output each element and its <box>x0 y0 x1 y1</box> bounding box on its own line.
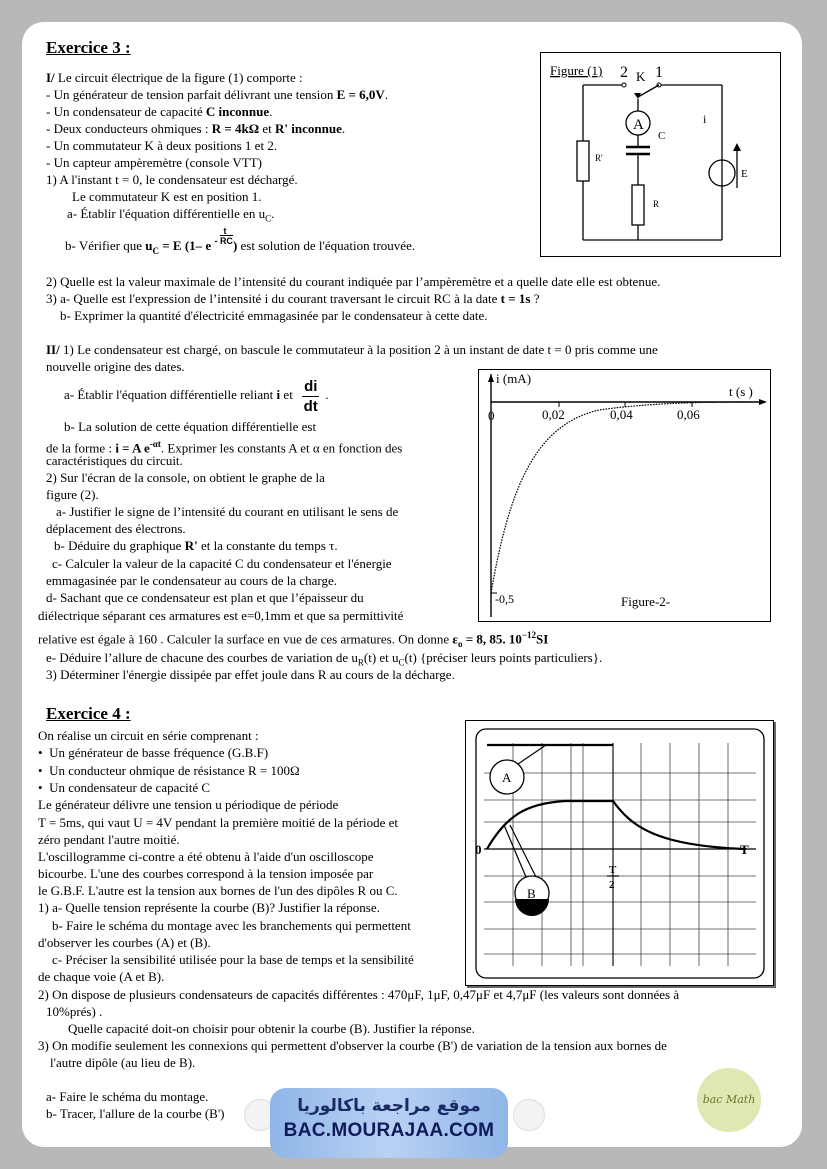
ex4-line: b- Tracer, l'allure de la courbe (B') <box>46 1106 225 1121</box>
ex3-line: c- Calculer la valeur de la capacité C du condensateur et l'énergie <box>52 556 392 571</box>
current-graph <box>479 370 770 621</box>
ex4-line: de chaque voie (A et B). <box>38 969 165 984</box>
site-name-arabic: موقع مراجعة باكالوريا <box>297 1096 481 1116</box>
switch-label: K <box>636 69 646 84</box>
curve-a-label: A <box>502 770 512 785</box>
site-url[interactable]: BAC.MOURAJAA.COM <box>283 1120 495 1141</box>
ex4-line: c- Préciser la sensibilité utilisée pour la base de temps et la sensibilité <box>52 952 414 967</box>
ex3-line: caractéristiques du circuit. <box>46 453 183 468</box>
ex3-line: diélectrique séparant ces armatures est e=0,1mm et que sa permittivité <box>38 608 404 623</box>
ex3-line: - Deux conducteurs ohmiques : R = 4kΩ et R' inconnue. <box>46 121 346 136</box>
exercise-4-title: Exercice 4 : <box>46 704 131 723</box>
figure-1-title: Figure (1) <box>550 63 603 78</box>
r-prime-label: R' <box>595 153 603 163</box>
ex3-equation-line: b- Vérifier que $u_C = E$ (1– e t - RC ) est solution de l'équation trouvée. <box>65 226 416 256</box>
x-tick-0: 0 <box>488 408 495 423</box>
ex4-line: l'autre dipôle (au lieu de B). <box>50 1055 196 1070</box>
oscillogram-frame <box>465 720 774 986</box>
resistor-r-label: R <box>653 199 660 209</box>
ex3-line: figure (2). <box>46 487 99 502</box>
ex3-line: a- Établir l'équation différentielle reliant i et $\frac{di}{dt}$ . <box>64 377 329 415</box>
ex3-line: I/ Le circuit électrique de la figure (1) comporte : <box>46 70 303 85</box>
circuit-diagram <box>541 53 780 256</box>
ex3-line: nouvelle origine des dates. <box>46 359 185 374</box>
figure-2-caption: Figure-2- <box>621 594 671 609</box>
ex3-line: - Un commutateur K à deux positions 1 et 2. <box>46 138 278 153</box>
ex4-line: 1) a- Quelle tension représente la courbe (B)? Justifier la réponse. <box>38 900 380 915</box>
ex3-line: II/ 1) Le condensateur est chargé, on bascule le commutateur à la position 2 à un instant de date t = 0 pris comme une <box>46 342 658 357</box>
ex4-line: On réalise un circuit en série comprenant : <box>38 728 259 743</box>
switch-pos-1: 1 <box>655 64 663 81</box>
origin-label: 0 <box>475 842 482 857</box>
ex4-line: zéro pendant l'autre moitié. <box>38 832 180 847</box>
capacitor-label: C <box>658 130 666 142</box>
ex3-line: - Un générateur de tension parfait délivrant une tension E = 6,0V. <box>46 87 389 102</box>
ex3-line: emmagasinée par le condensateur au cours de la charge. <box>46 573 338 588</box>
ex3-line: d- Sachant que ce condensateur est plan et que l’épaisseur du <box>46 590 364 605</box>
ex3-line: de la forme : i = A $e^{-\alpha t}$. Exprimer les constants A et α en fonction des <box>46 439 403 456</box>
ex3-line: e- Déduire l’allure de chacune des courbes de variation de $u_R(t)$ et $u_C(t)$ {préciser leurs points particuliers}. <box>46 650 603 668</box>
ex3-line: 3) Déterminer l'énergie dissipée par effet joule dans R au cours de la décharge. <box>46 667 455 682</box>
site-logo-right <box>513 1099 545 1131</box>
ex4-bullet: • Un générateur de basse fréquence (G.B.F) <box>38 745 269 760</box>
switch-pos-2: 2 <box>620 64 628 81</box>
ex4-bullet: • Un condensateur de capacité C <box>38 780 211 795</box>
ex3-line: a- Justifier le signe de l’intensité du courant en utilisant le sens de <box>56 504 399 519</box>
site-banner[interactable] <box>270 1088 508 1158</box>
ex3-line: 3) a- Quelle est l'expression de l’intensité i du courant traversant le circuit RC à la date t = 1s ? <box>46 291 540 306</box>
ex4-line: bicourbe. L'une des courbes correspond à la tension imposée par <box>38 866 374 881</box>
ex4-line: Quelle capacité doit-on choisir pour obtenir la courbe (B). Justifier la réponse. <box>68 1021 475 1036</box>
ex3-line: - Un condensateur de capacité C inconnue. <box>46 104 273 119</box>
generator-label: E <box>741 168 748 180</box>
period-label: T <box>740 842 749 857</box>
ex3-line: déplacement des électrons. <box>46 521 186 536</box>
figure-1-circuit <box>540 52 781 257</box>
ex3-line: 2) Quelle est la valeur maximale de l’intensité du courant indiquée par l’ampèremètre et a quelle date elle est obtenue. <box>46 274 661 289</box>
ex3-line: - Un capteur ampèremètre (console VTT) <box>46 155 262 170</box>
half-period-den: 2 <box>609 879 615 891</box>
ex4-line: d'observer les courbes (A) et (B). <box>38 935 211 950</box>
oscillogram <box>466 721 773 985</box>
ex3-line: a- Établir l'équation différentielle en $u_C$. <box>67 206 275 224</box>
half-period-num: T <box>609 864 617 876</box>
ex3-line: relative est égale à 160 . Calculer la surface en vue de ces armatures. On donne $\varepsilon_o = 8$, 85. $10^{-12}SI$ <box>38 630 549 649</box>
ex3-line: 2) Sur l'écran de la console, on obtient le graphe de la <box>46 470 325 485</box>
curve-b-label: B <box>527 886 536 901</box>
bac-math-logo: bac Math <box>697 1068 761 1132</box>
ex3-line: 1) A l'instant t = 0, le condensateur est déchargé. <box>46 172 298 187</box>
ex3-line: b- La solution de cette équation différentielle est <box>64 419 317 434</box>
ex4-line: Le générateur délivre une tension u périodique de période <box>38 797 339 812</box>
y-axis-label: i (mA) <box>496 371 532 386</box>
ex3-line: b- Déduire du graphique R' et la constante du temps τ. <box>54 538 338 553</box>
x-tick-006: 0,06 <box>677 407 700 422</box>
current-curve <box>491 402 749 593</box>
exercise-3-title: Exercice 3 : <box>46 38 131 57</box>
ex4-bullet: • Un conducteur ohmique de résistance R = 100Ω <box>38 763 300 778</box>
ex4-line: le G.B.F. L'autre est la tension aux bornes de l'un des dipôles R ou C. <box>38 883 398 898</box>
y-min-label: -0,5 <box>495 592 514 606</box>
ex3-line: b- Exprimer la quantité d'électricité emmagasinée par le condensateur à cette date. <box>60 308 488 323</box>
ex4-line: 2) On dispose de plusieurs condensateurs de capacités différentes : 470μF, 1μF, 0,47μF et 4,7μF (les valeurs sont données à <box>38 987 680 1002</box>
ex4-line: L'oscillogramme ci-contre a été obtenu à l'aide d'un oscilloscope <box>38 849 374 864</box>
ex4-line: b- Faire le schéma du montage avec les branchements qui permettent <box>52 918 411 933</box>
x-tick-004: 0,04 <box>610 407 633 422</box>
current-label: i <box>703 112 707 126</box>
ex4-line: 10%prés) . <box>46 1004 103 1019</box>
ex4-line: T = 5ms, qui vaut U = 4V pendant la première moitié de la période et <box>38 815 399 830</box>
ex3-line: Le commutateur K est en position 1. <box>72 189 262 204</box>
figure-2-graph <box>478 369 771 622</box>
ammeter-label: A <box>633 117 644 133</box>
ex4-line: 3) On modifie seulement les connexions qui permettent d'observer la courbe (B') de variation de la tension aux bornes de <box>38 1038 667 1053</box>
x-tick-002: 0,02 <box>542 407 565 422</box>
ex4-line: a- Faire le schéma du montage. <box>46 1089 209 1104</box>
x-axis-label: t (s ) <box>729 384 753 399</box>
